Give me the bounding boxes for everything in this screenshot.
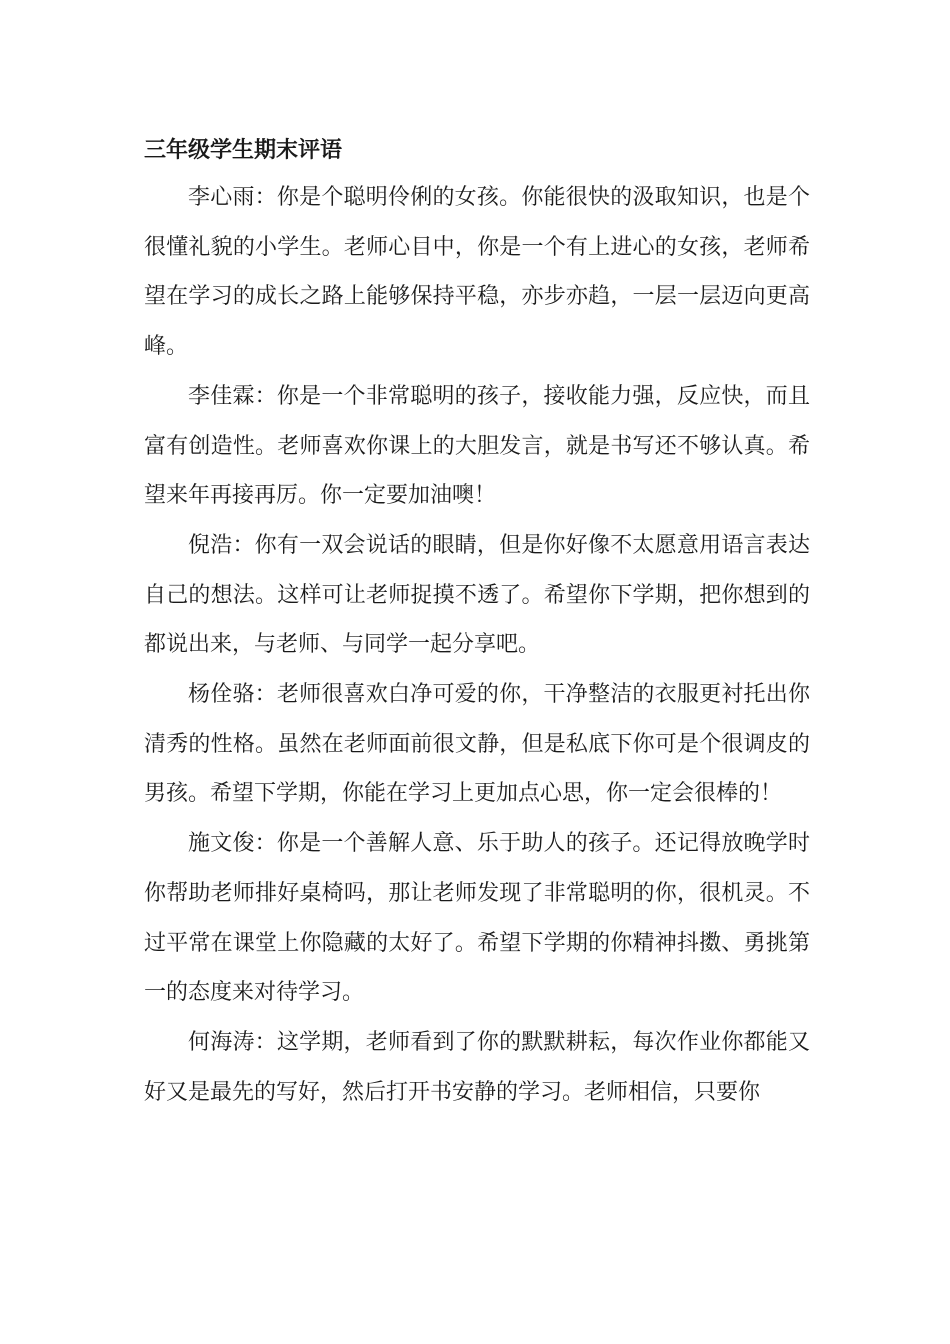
document-body bbox=[144, 128, 810, 1117]
document-title: 三年级学生期末评语 bbox=[144, 138, 343, 163]
comment-paragraph: 李佳霖：你是一个非常聪明的孩子，接收能力强，反应快，而且富有创造性。老师喜欢你课上的大胆发言，就是书写还不够认真。希望来年再接再厉。你一定要加油噢！ bbox=[144, 383, 810, 509]
comment-paragraph: 李心雨：你是个聪明伶俐的女孩。你能很快的汲取知识，也是个很懂礼貌的小学生。老师心目中，你是一个有上进心的女孩，老师希望在学习的成长之路上能够保持平稳，亦步亦趋，一层一层迈向更高峰。 bbox=[144, 185, 810, 360]
comment-paragraph: 杨佺骆：老师很喜欢白净可爱的你，干净整洁的衣服更衬托出你清秀的性格。虽然在老师面前很文静，但是私底下你可是个很调皮的男孩。希望下学期，你能在学习上更加点心思，你一定会很棒的！ bbox=[144, 682, 810, 807]
comment-paragraph: 倪浩：你有一双会说话的眼睛，但是你好像不太愿意用语言表达自己的想法。这样可让老师捉摸不透了。希望你下学期，把你想到的都说出来，与老师、与同学一起分享吧。 bbox=[144, 532, 810, 658]
comment-paragraph: 何海涛：这学期，老师看到了你的默默耕耘，每次作业你都能又好又是最先的写好，然后打开书安静的学习。老师相信，只要你 bbox=[144, 1029, 810, 1105]
comment-paragraph: 施文俊：你是一个善解人意、乐于助人的孩子。还记得放晚学时你帮助老师排好桌椅吗，那让老师发现了非常聪明的你，很机灵。不过平常在课堂上你隐藏的太好了。希望下学期的你精神抖擞、勇挑第一的态度来对待学习。 bbox=[144, 831, 810, 1006]
